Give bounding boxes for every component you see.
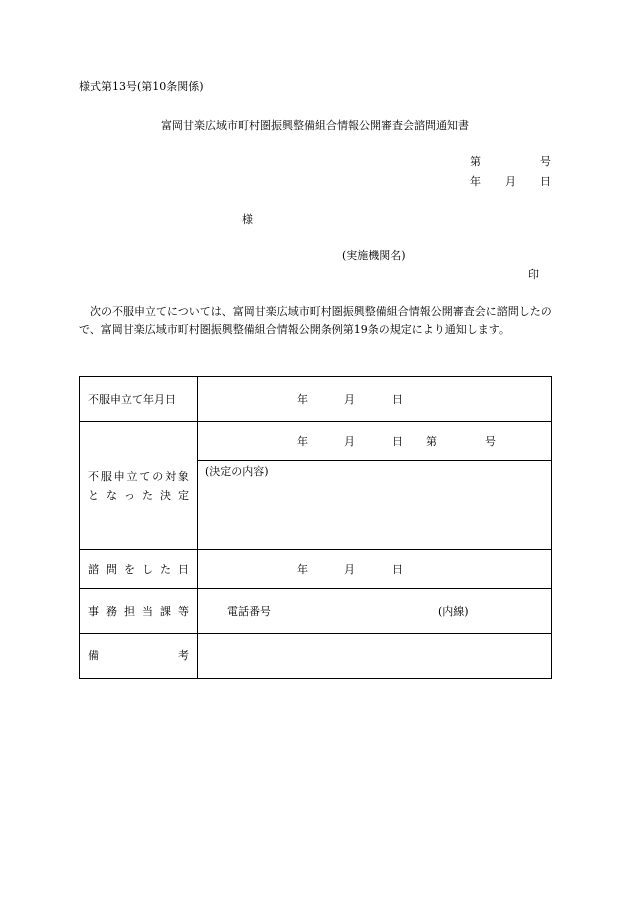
label-char: っ <box>124 489 135 502</box>
label-char: し <box>142 563 153 576</box>
label-char: と <box>88 489 99 502</box>
phone-label: 電話番号 <box>227 605 271 618</box>
appeal-date-cell <box>198 377 552 422</box>
body-text: 次の不服申立てについては、富岡甘楽広域市町村圏振興整備組合情報公開審査会に諮問したので、富岡甘楽広域市町村圏振興整備組合情報公開条例第19条の規定により通知します。 <box>79 305 552 336</box>
page-title: 富岡甘楽広域市町村圏振興整備組合情報公開審査会諮問通知書 <box>161 119 469 132</box>
label-char: 諮 <box>88 563 99 576</box>
label-char: 服 <box>100 470 112 483</box>
agency-label: (実施機関名) <box>342 249 406 262</box>
label-char: 当 <box>142 605 153 618</box>
decision-year: 年 <box>297 435 308 448</box>
label-inquiry-date <box>80 550 198 589</box>
date-year: 年 <box>470 175 481 188</box>
table-row <box>80 589 552 634</box>
label-office-text <box>80 603 197 619</box>
notification-table <box>79 376 552 679</box>
label-office <box>80 589 198 634</box>
decision-content-cell <box>198 461 552 550</box>
label-decision-line1 <box>80 468 197 484</box>
label-char: た <box>160 563 171 576</box>
date-day: 日 <box>540 175 551 188</box>
label-char: 務 <box>106 605 117 618</box>
doc-number-suffix: 号 <box>540 155 551 168</box>
label-char: 日 <box>178 563 189 576</box>
decision-no-prefix: 第 <box>426 435 437 448</box>
appeal-day: 日 <box>392 393 403 406</box>
label-decision <box>80 422 198 550</box>
label-char: 象 <box>177 470 189 483</box>
label-char: 決 <box>160 489 171 502</box>
label-char: 定 <box>178 489 189 502</box>
table-row <box>80 422 552 461</box>
decision-month: 月 <box>344 435 355 448</box>
label-char: 事 <box>88 605 99 618</box>
label-char: 不 <box>88 470 99 483</box>
extension-label: (内線) <box>438 605 469 618</box>
seal-mark: 印 <box>528 268 539 281</box>
table-row <box>80 550 552 589</box>
label-char: 担 <box>124 605 135 618</box>
label-appeal-date <box>80 377 198 422</box>
label-char: た <box>142 489 153 502</box>
inquiry-date-cell <box>198 550 552 589</box>
label-char: 申 <box>113 470 125 483</box>
date-month: 月 <box>505 175 516 188</box>
decision-content-label: (決定の内容) <box>205 465 269 478</box>
label-remarks <box>80 634 198 679</box>
label-char: 等 <box>178 605 189 618</box>
inquiry-month: 月 <box>344 563 355 576</box>
form-number: 様式第13号(第10条関係) <box>79 80 204 93</box>
addressee-suffix: 様 <box>242 213 253 226</box>
inquiry-year: 年 <box>297 563 308 576</box>
label-char: 対 <box>165 470 177 483</box>
label-char: 問 <box>106 563 117 576</box>
office-cell <box>198 589 552 634</box>
label-inquiry-text <box>80 561 197 577</box>
label-text: 不服申立て年月日 <box>88 393 176 406</box>
table-row <box>80 634 552 679</box>
label-char: の <box>152 470 164 483</box>
label-char: て <box>139 470 151 483</box>
inquiry-day: 日 <box>392 563 403 576</box>
remarks-label-right: 考 <box>178 649 189 662</box>
decision-date-cell <box>198 422 552 461</box>
appeal-year: 年 <box>297 393 308 406</box>
label-char: な <box>106 489 117 502</box>
label-char: 課 <box>160 605 171 618</box>
table-row <box>80 377 552 422</box>
label-char: を <box>124 563 135 576</box>
label-decision-line2 <box>80 487 197 503</box>
label-char: 立 <box>126 470 138 483</box>
remarks-cell <box>198 634 552 679</box>
decision-day: 日 <box>392 435 403 448</box>
appeal-month: 月 <box>344 393 355 406</box>
decision-no-suffix: 号 <box>485 435 496 448</box>
remarks-label-left: 備 <box>88 649 99 662</box>
doc-number-prefix: 第 <box>470 155 481 168</box>
